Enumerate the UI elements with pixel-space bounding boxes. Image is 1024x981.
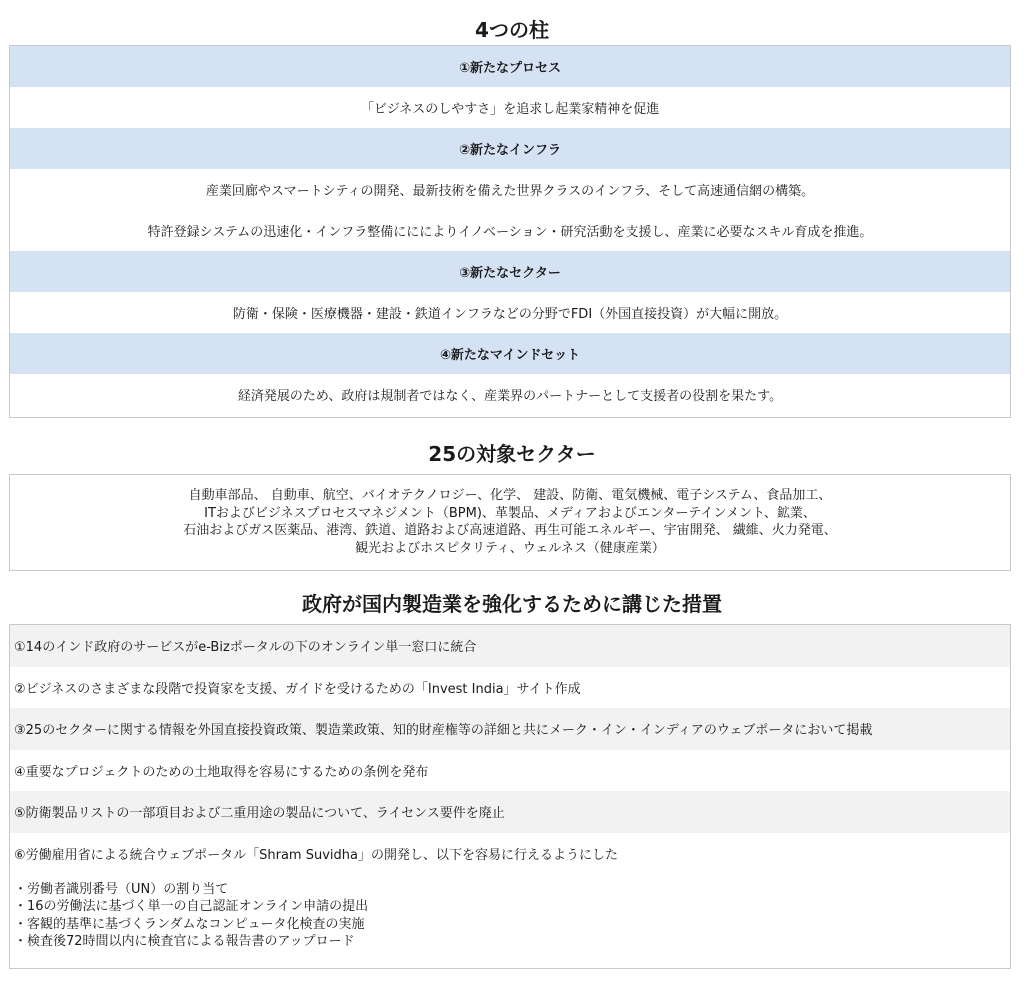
pillar-text-infrastructure-1: 産業回廊やスマートシティの開発、最新技術を備えた世界クラスのインフラ、そして高速通信網の構築。 — [10, 169, 1010, 210]
measures-table — [9, 624, 1011, 969]
bullet-item: ・客観的基準に基づくランダムなコンピュータ化検査の実施 — [14, 916, 365, 932]
pillar-heading-infrastructure: ②新たなインフラ — [10, 128, 1010, 169]
pillar-heading-process: ①新たなプロセス — [10, 46, 1010, 87]
measure-item: ④重要なプロジェクトのための土地取得を容易にするための条例を発布 — [14, 764, 429, 780]
measure-labor-portal-heading: ⑥労働雇用省による統合ウェブポータル「Shram Suvidha」の開発し、以下を容易に行えるようにした — [14, 847, 618, 863]
pillars-title: 4つの柱 — [475, 18, 549, 42]
measure-item: ②ビジネスのさまざまな段階で投資家を支援、ガイドを受けるための「Invest India」サイト作成 — [14, 681, 581, 697]
measure-item: ③25のセクターに関する情報を外国直接投資政策、製造業政策、知的財産権等の詳細と共にメーク・イン・インディアのウェブポータにおいて掲載 — [10, 708, 1010, 750]
sectors-line: 自動車部品、 自動車、航空、バイオテクノロジー、化学、 建設、防衛、電気機械、電子システム、食品加工、 — [188, 488, 832, 503]
pillar-text-mindset: 経済発展のため、政府は規制者ではなく、産業界のパートナーとして支援者の役割を果たす。 — [10, 374, 1010, 415]
bullet-item: ・16の労働法に基づく単一の自己認証オンライン申請の提出 — [14, 899, 369, 914]
sectors-line: ITおよびビジネスプロセスマネジメント（BPM)、革製品、メディアおよびエンターテインメント、鉱業、 — [204, 505, 816, 521]
pillars-table — [9, 45, 1011, 418]
sectors-line: 石油およびガス医薬品、港湾、鉄道、道路および高速道路、再生可能エネルギー、宇宙開発、 繊維、火力発電、 — [183, 523, 837, 538]
measure-item: ⑤防衛製品リストの一部項目および二重用途の製品について、ライセンス要件を廃止 — [10, 791, 1010, 833]
measure-item-labor-portal — [10, 833, 1010, 951]
pillar-heading-sectors: ③新たなセクター — [10, 251, 1010, 292]
pillar-text-process: 「ビジネスのしやすさ」を追求し起業家精神を促進 — [10, 87, 1010, 128]
bullet-item: ・労働者識別番号（UN）の割り当て — [14, 881, 229, 897]
pillar-heading-mindset: ④新たなマインドセット — [10, 333, 1010, 374]
bullet-item: ・検査後72時間以内に検査官による報告書のアップロード — [14, 934, 355, 949]
measure-labor-portal-bullets — [14, 881, 1010, 951]
pillar-text-sectors: 防衛・保険・医療機器・建設・鉄道インフラなどの分野でFDI（外国直接投資）が大幅に開放。 — [10, 292, 1010, 333]
measures-title: 政府が国内製造業を強化するために講じた措置 — [302, 592, 722, 616]
measure-item: ①14のインド政府のサービスがe-Bizポータルの下のオンライン単一窓口に統合 — [10, 625, 1010, 667]
sectors-line: 観光およびホスピタリティ、ウェルネス（健康産業） — [355, 540, 665, 556]
sectors-box — [9, 474, 1011, 571]
sectors-title: 25の対象セクター — [428, 442, 596, 466]
pillar-text-infrastructure-2: 特許登録システムの迅速化・インフラ整備ににによりイノベーション・研究活動を支援し、産業に必要なスキル育成を推進。 — [10, 210, 1010, 251]
sectors-list — [10, 475, 1010, 557]
